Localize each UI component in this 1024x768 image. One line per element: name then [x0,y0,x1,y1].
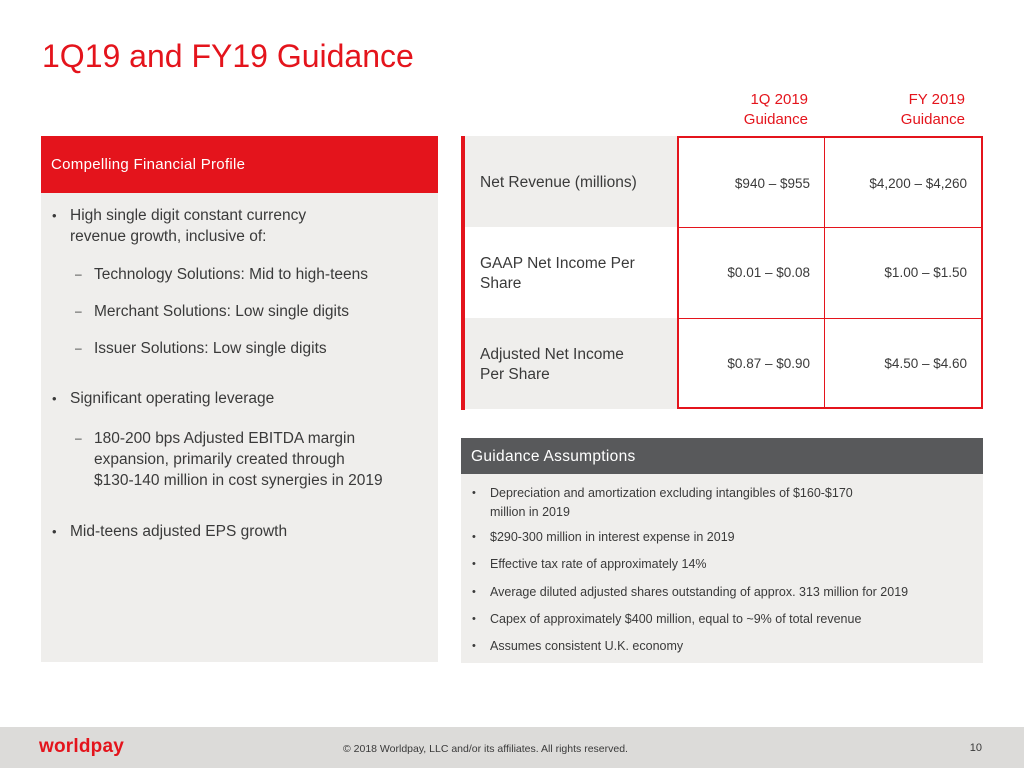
column-header-fy-2019: FY 2019 Guidance [900,91,965,128]
assumption-depreciation: • Depreciation and amortization excluding intangibles of $160-$170 million in 2019 [472,486,853,519]
column-header-1q-2019: 1Q 2019 Guidance [743,91,808,128]
table-row-net-revenue [465,136,983,227]
profile-subitem-technology: – Technology Solutions: Mid to high-teens [75,266,368,283]
footer [0,727,1024,768]
dash-icon: – [75,431,82,445]
cell-1q-gaap-eps: $0.01 – $0.08 [677,227,825,318]
profile-subitem-ebitda: – 180-200 bps Adjusted EBITDA margin expansion, primarily created through $130-140 million in cost synergies in 2019 [75,430,383,489]
page-title: 1Q19 and FY19 Guidance [42,38,414,74]
profile-subitem-merchant: – Merchant Solutions: Low single digits [75,303,350,320]
guidance-assumptions-panel [461,438,983,663]
worldpay-logo: worldpay [39,736,125,757]
copyright-notice: © 2018 Worldpay, LLC and/or its affiliates. All rights reserved. [343,743,628,755]
table-row-gaap-eps [465,227,983,318]
profile-subitem-issuer: – Issuer Solutions: Low single digits [75,340,327,357]
page-number: 10 [969,742,982,754]
bullet-icon: • [472,640,476,652]
bullet-icon: • [472,487,476,499]
financial-profile-header: Compelling Financial Profile [41,136,438,193]
bullet-icon: • [472,558,476,570]
bullet-icon: • [472,586,476,598]
dash-icon: – [75,304,82,318]
profile-item-eps-growth: • Mid-teens adjusted EPS growth [52,523,288,540]
guidance-assumptions-header: Guidance Assumptions [461,438,983,474]
bullet-icon: • [52,391,57,406]
guidance-table [461,136,983,410]
row-label: GAAP Net Income Per Share [480,255,635,292]
assumption-interest-expense: • $290-300 million in interest expense in 2019 [490,528,975,547]
table-row-adjusted-eps [465,318,983,409]
assumption-diluted-shares: • Average diluted adjusted shares outstanding of approx. 313 million for 2019 [490,583,975,602]
cell-1q-adjusted-eps: $0.87 – $0.90 [677,318,825,409]
assumption-capex: • Capex of approximately $400 million, equal to ~9% of total revenue [490,610,975,629]
financial-profile-panel [41,136,438,662]
profile-item-revenue-growth: • High single digit constant currency revenue growth, inclusive of: [52,207,307,245]
bullet-icon: • [472,613,476,625]
bullet-icon: • [472,531,476,543]
cell-fy-net-revenue: $4,200 – $4,260 [825,136,983,227]
assumption-tax-rate: • Effective tax rate of approximately 14% [490,555,975,574]
cell-1q-net-revenue: $940 – $955 [677,136,825,227]
cell-fy-gaap-eps: $1.00 – $1.50 [825,227,983,318]
dash-icon: – [75,267,82,281]
cell-fy-adjusted-eps: $4.50 – $4.60 [825,318,983,409]
dash-icon: – [75,341,82,355]
row-label: Net Revenue (millions) [480,174,637,191]
bullet-icon: • [52,524,57,539]
assumption-uk-economy: • Assumes consistent U.K. economy [490,637,975,656]
bullet-icon: • [52,208,57,223]
row-label: Adjusted Net Income Per Share [480,346,624,383]
profile-item-operating-leverage: • Significant operating leverage [52,390,275,407]
